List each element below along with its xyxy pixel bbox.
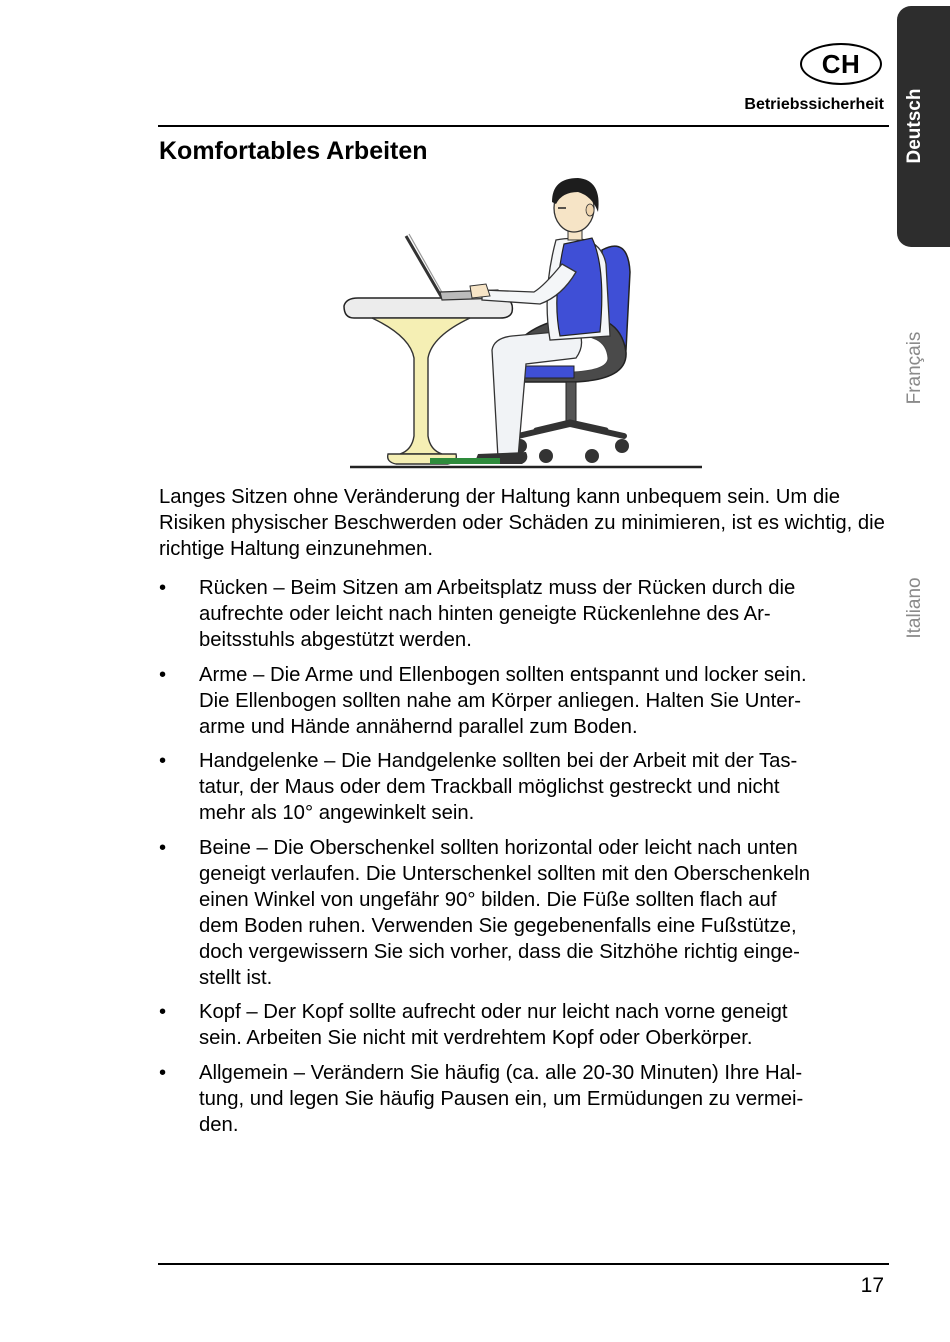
list-item-text: Beine – Die Oberschenkel sollten horizontal oder leicht nach unten geneigt verlaufen. Die Unterschenkel sollten mit den Oberschenkeln einen Winkel von ungefähr 90° bilden. Die Füße sollten flach auf dem Boden ruhen. Verwenden Sie gegebenenfalls eine Fußstütze, doch vergewissern Sie sich vorher, dass die Sitzhöhe richtig einge- stellt ist.: [199, 836, 811, 989]
section-label: Betriebssicherheit: [744, 96, 884, 113]
list-item: [159, 835, 894, 991]
bullet-icon: •: [159, 577, 167, 599]
bullet-icon: •: [159, 750, 167, 772]
list-item-text: Allgemein – Verändern Sie häufig (ca. alle 20-30 Minuten) Ihre Hal- tung, und legen Sie häufig Pausen ein, um Ermüdungen zu vermei- den.: [199, 1061, 804, 1136]
language-tab-deutsch: Deutsch: [904, 88, 925, 164]
ergonomic-seated-posture-illustration: [330, 168, 710, 473]
footer-rule: [158, 1263, 889, 1265]
list-item-text: Rücken – Beim Sitzen am Arbeitsplatz muss der Rücken durch die aufrechte oder leicht nach hinten geneigte Rückenlehne des Ar- beitsstuhls abgestützt werden.: [199, 577, 796, 651]
intro-paragraph: Langes Sitzen ohne Veränderung der Haltung kann unbequem sein. Um die Risiken physischer Beschwerden oder Schäden zu minimieren, ist es wichtig, die richtige Haltung einzunehmen.: [159, 486, 885, 560]
list-item-text: Kopf – Der Kopf sollte aufrecht oder nur leicht nach vorne geneigt sein. Arbeiten Sie nicht mit verdrehtem Kopf oder Oberkörper.: [199, 1001, 788, 1049]
bullet-icon: •: [159, 663, 167, 686]
list-item-text: Arme – Die Arme und Ellenbogen sollten entspannt und locker sein. Die Ellenbogen sollten nahe am Körper anliegen. Halten Sie Unter- arme und Hände annähernd parallel zum Boden.: [199, 663, 807, 738]
list-item: [159, 748, 894, 826]
ergonomics-list: [159, 575, 894, 1146]
page-title: Komfortables Arbeiten: [159, 137, 428, 165]
country-code-badge: CH: [800, 43, 882, 85]
bullet-icon: •: [159, 1001, 167, 1023]
list-item: [159, 999, 894, 1051]
header-rule: [158, 125, 889, 127]
page-number: 17: [860, 1274, 884, 1297]
list-item: [159, 575, 894, 653]
list-item: [159, 662, 894, 740]
language-tab-italiano: Italiano: [904, 577, 925, 639]
bullet-icon: •: [159, 1061, 167, 1084]
list-item-text: Handgelenke – Die Handgelenke sollten bei der Arbeit mit der Tas- tatur, der Maus oder dem Trackball möglichst gestreckt und nicht mehr als 10° angewinkelt sein.: [199, 750, 798, 824]
list-item: [159, 1060, 894, 1138]
language-tab-francais: Français: [904, 331, 925, 405]
bullet-icon: •: [159, 836, 167, 859]
